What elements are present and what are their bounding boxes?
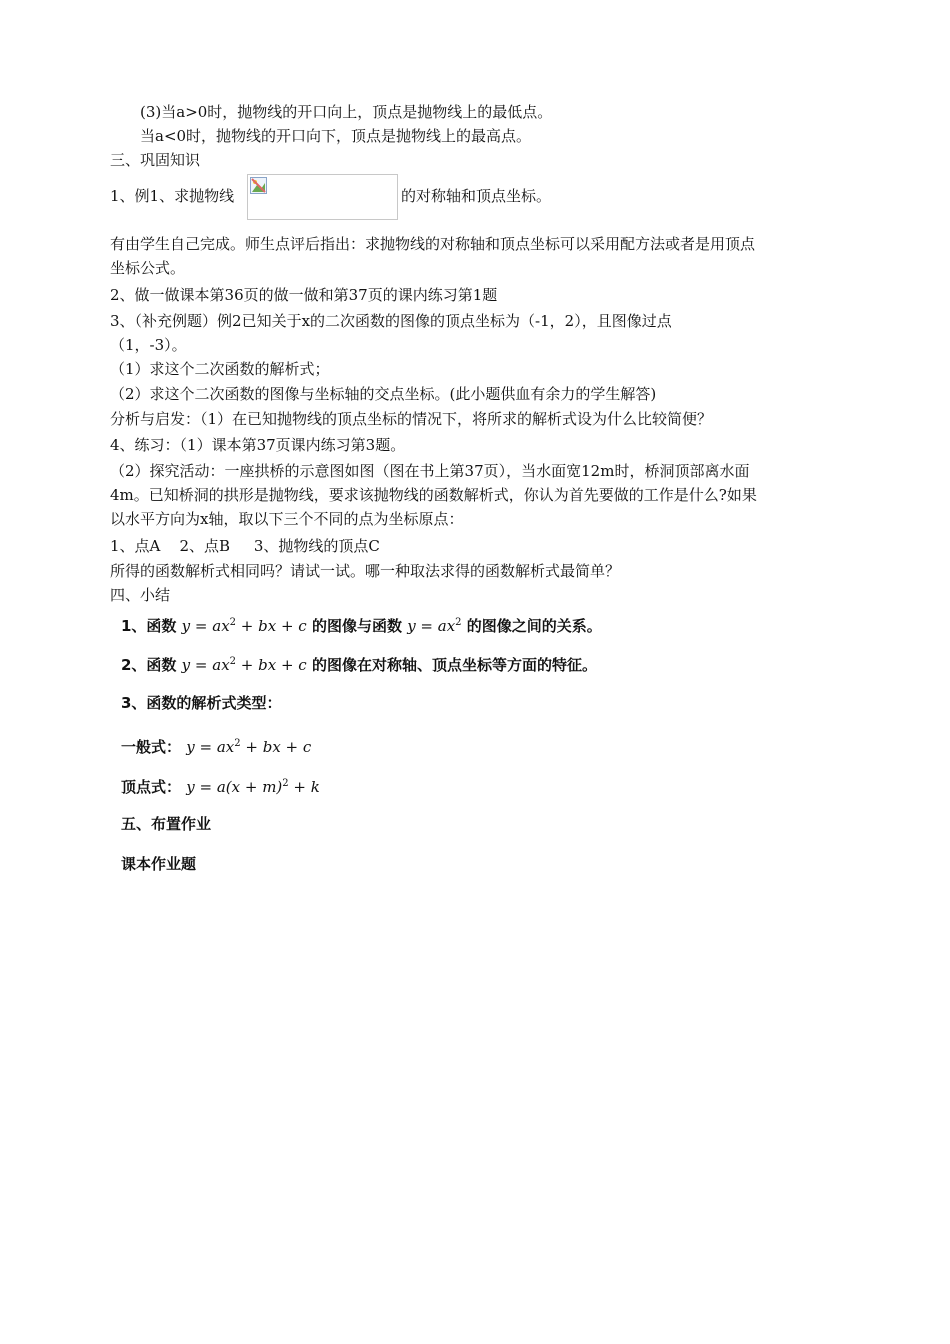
summary-item-3: 3、函数的解析式类型：: [121, 694, 282, 712]
summary-item-1: [121, 612, 602, 637]
summary-text: 1、函数: [121, 617, 177, 635]
broken-image-icon: [250, 177, 268, 195]
text-line: 当a<0时，抛物线的开口向下，顶点是抛物线上的最高点。: [140, 127, 532, 145]
section-heading: 四、小结: [110, 586, 171, 604]
summary-text: 的图像在对称轴、顶点坐标等方面的特征。: [311, 656, 597, 674]
formula: $y = ax^2$ + bx + c: [186, 738, 312, 756]
text-line: 所得的函数解析式相同吗？请试一试。哪一种取法求得的函数解析式最简单？: [110, 562, 621, 580]
text-line: 以水平方向为x轴，取以下三个不同的点为坐标原点：: [110, 510, 464, 528]
example-1-prefix: 1、例1、求抛物线: [110, 187, 235, 205]
text-line: （2）求这个二次函数的图像与坐标轴的交点坐标。(此小题供血有余力的学生解答): [110, 385, 657, 403]
formula: $y = ax^2$ + bx + c: [181, 656, 307, 674]
homework: 课本作业题: [121, 855, 197, 873]
summary-text: 顶点式：: [121, 778, 182, 796]
summary-text: 2、函数: [121, 656, 177, 674]
text-line: 坐标公式。: [110, 259, 186, 277]
vertex-form: [121, 773, 320, 798]
example-1-suffix: 的对称轴和顶点坐标。: [401, 187, 552, 205]
text-line: (3)当a>0时，抛物线的开口向上，顶点是抛物线上的最低点。: [140, 103, 553, 121]
section-heading: 五、布置作业: [121, 815, 212, 833]
summary-item-2: [121, 651, 597, 676]
text-line: （1，-3）。: [110, 336, 187, 354]
general-form: [121, 733, 311, 758]
text-line: 分析与启发：（1）在已知抛物线的顶点坐标的情况下，将所求的解析式设为什么比较简便？: [110, 410, 713, 428]
text-line: （1）求这个二次函数的解析式；: [110, 360, 330, 378]
text-line: 2、做一做课本第36页的做一做和第37页的课内练习第1题: [110, 286, 498, 304]
formula: $y = ax^2$: [407, 617, 462, 635]
formula: $y = ax^2$ + bx + c: [181, 617, 307, 635]
text-line: 3、（补充例题）例2已知关于x的二次函数的图像的顶点坐标为（-1，2），且图像过点: [110, 312, 672, 330]
text-line: 有由学生自己完成。师生点评后指出：求抛物线的对称轴和顶点坐标可以采用配方法或者是用顶点: [110, 235, 756, 253]
text-line: 4、练习：（1）课本第37页课内练习第3题。: [110, 436, 406, 454]
text-line: （2）探究活动：一座拱桥的示意图如图（图在书上第37页），当水面宽12m时，桥洞顶部离水面: [110, 462, 750, 480]
text-line: 1、点A 2、点B 3、抛物线的顶点C: [110, 537, 380, 555]
formula: $y = a(x + m)^2 + k$: [186, 778, 320, 796]
summary-text: 的图像与函数: [311, 617, 402, 635]
summary-text: 的图像之间的关系。: [466, 617, 602, 635]
summary-text: 一般式：: [121, 738, 182, 756]
section-heading: 三、巩固知识: [110, 151, 201, 169]
text-line: 4m。已知桥洞的拱形是抛物线，要求该抛物线的函数解析式，你认为首先要做的工作是什么?如果: [110, 486, 757, 504]
image-placeholder: [247, 174, 398, 220]
